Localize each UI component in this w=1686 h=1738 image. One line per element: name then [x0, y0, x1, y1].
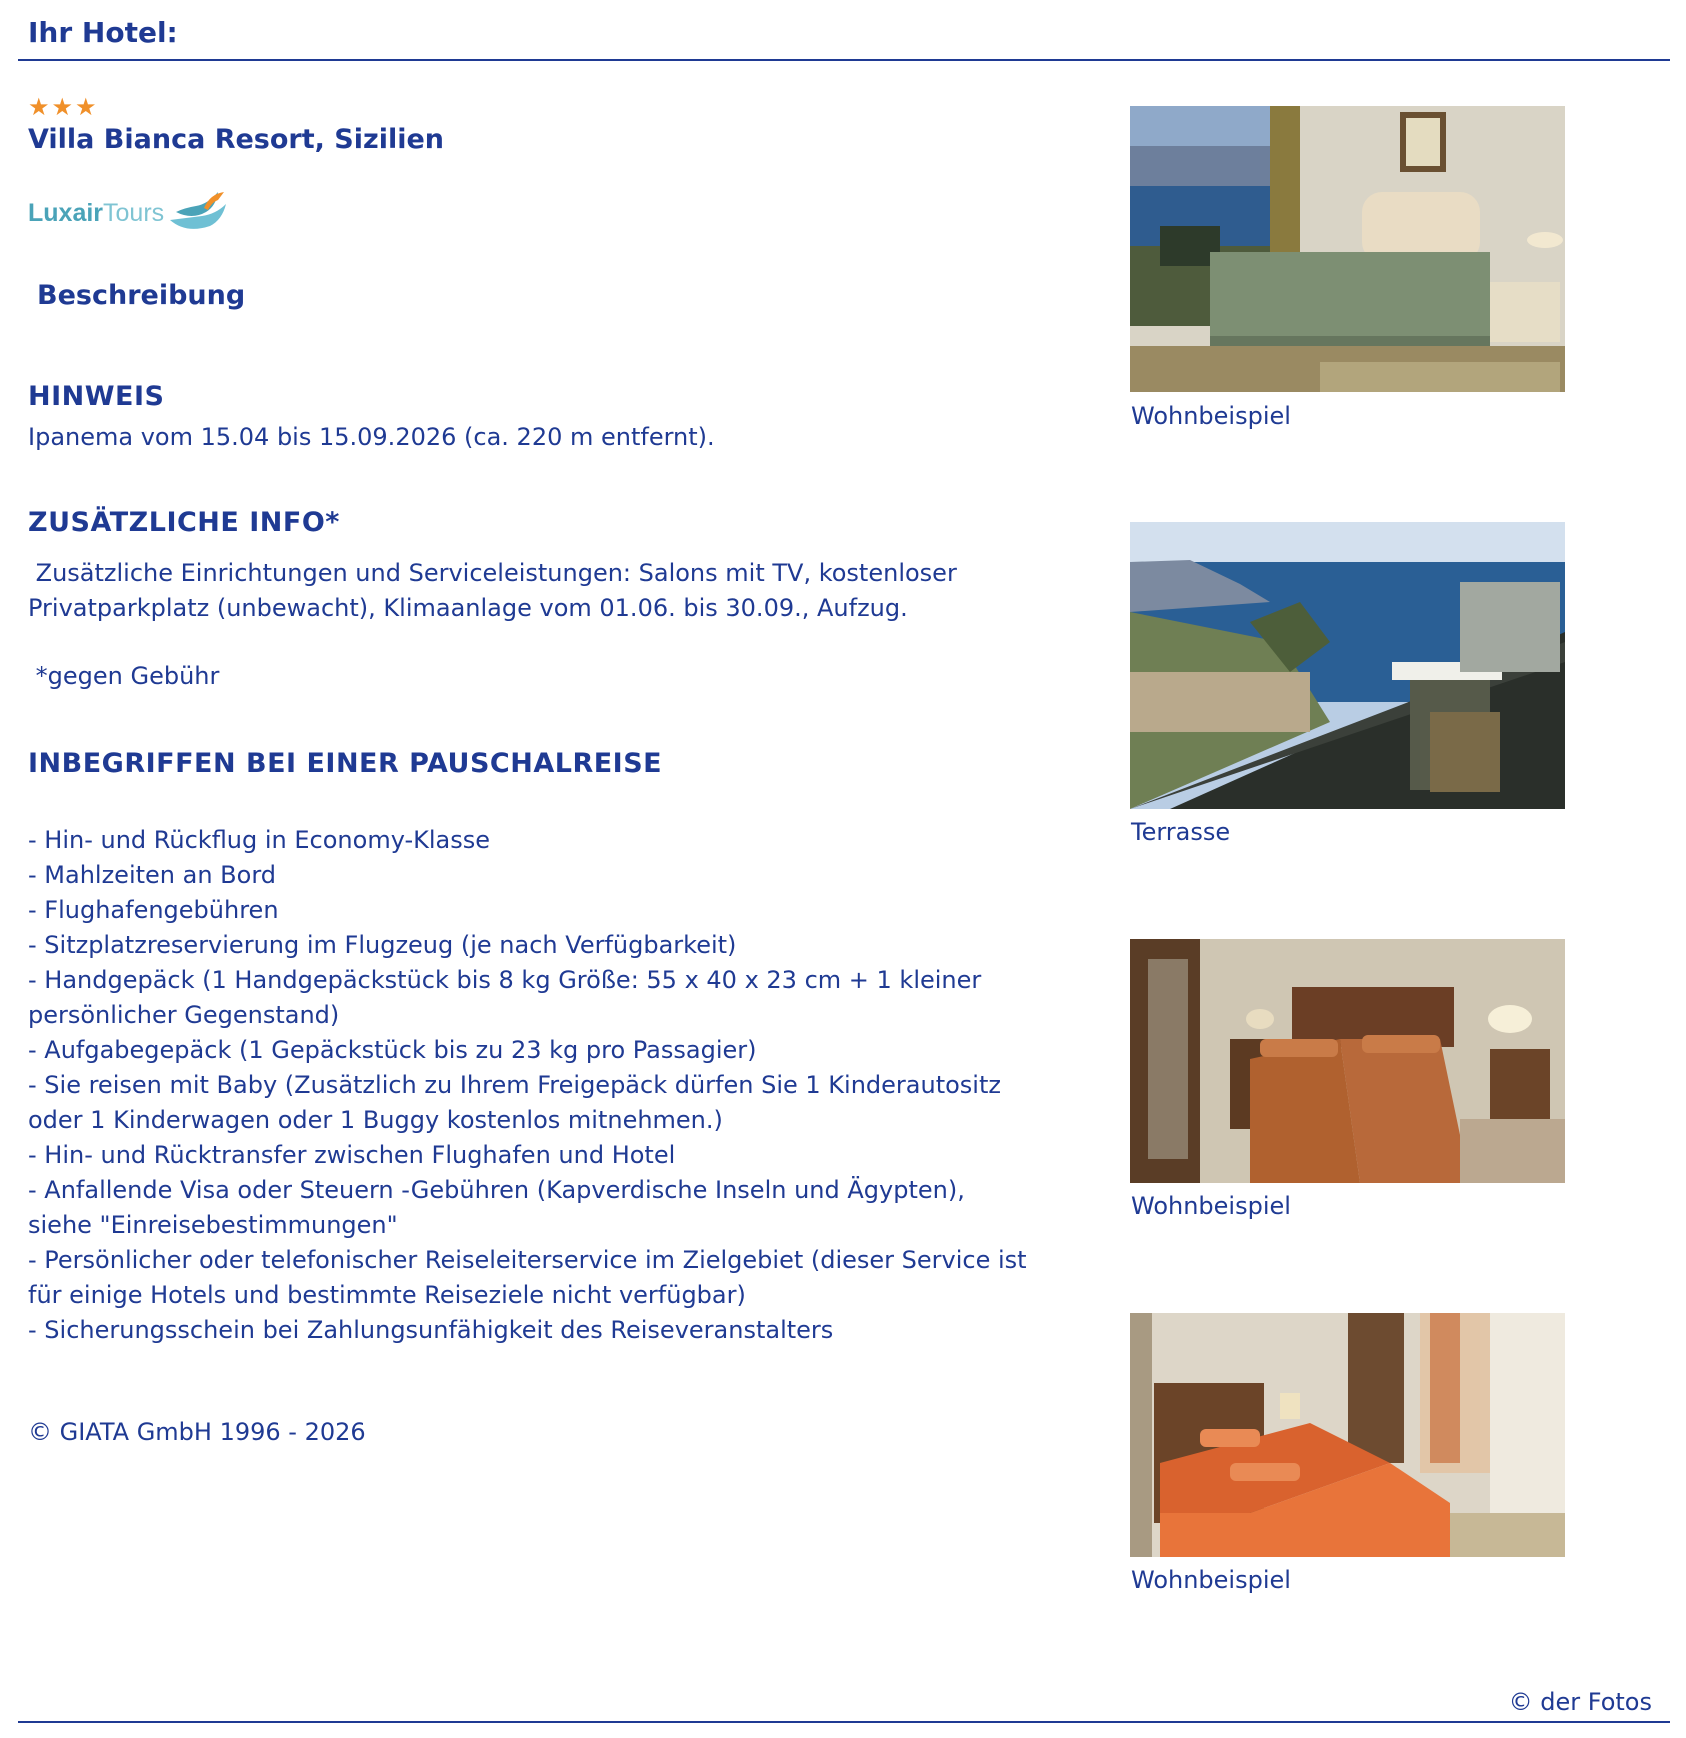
list-item: - Sicherungsschein bei Zahlungsunfähigkeit des Reiseveranstalters [28, 1316, 834, 1344]
header-divider [18, 59, 1670, 61]
page-title: Ihr Hotel: [28, 16, 178, 49]
bird-icon [166, 186, 230, 240]
list-item: - Persönlicher oder telefonischer Reiseleiterservice im Zielgebiet (dieser Service ist [28, 1246, 1027, 1274]
list-item: - Mahlzeiten an Bord [28, 861, 277, 889]
hotel-name: Villa Bianca Resort, Sizilien [28, 124, 445, 155]
hinweis-heading: HINWEIS [28, 381, 165, 412]
star-rating: ★★★ [28, 93, 99, 121]
photo-caption: Wohnbeispiel [1131, 1192, 1291, 1220]
photo-bedroom-2[interactable] [1130, 939, 1565, 1183]
photo-credit: © der Fotos [1508, 1688, 1652, 1716]
list-item: - Handgepäck (1 Handgepäckstück bis 8 kg Größe: 55 x 40 x 23 cm + 1 kleiner [28, 966, 982, 994]
photo-caption: Wohnbeispiel [1131, 1566, 1291, 1594]
list-item: persönlicher Gegenstand) [28, 1001, 340, 1029]
hinweis-text: Ipanema vom 15.04 bis 15.09.2026 (ca. 220 m entfernt). [28, 423, 715, 451]
copyright: © GIATA GmbH 1996 - 2026 [28, 1418, 366, 1446]
luxairtours-logo [28, 184, 1048, 242]
photo-bedroom-1[interactable] [1130, 106, 1565, 392]
fee-note: *gegen Gebühr [28, 662, 220, 690]
list-item: - Aufgabegepäck (1 Gepäckstück bis zu 23 kg pro Passagier) [28, 1036, 757, 1064]
list-item: - Sie reisen mit Baby (Zusätzlich zu Ihrem Freigepäck dürfen Sie 1 Kinderautositz [28, 1071, 1001, 1099]
info-text: Zusätzliche Einrichtungen und Serviceleistungen: Salons mit TV, kostenloser Privatparkplatz (unbewacht), Klimaanlage vom 01.06. bis 30.09., Aufzug. [28, 559, 957, 622]
footer-divider [18, 1721, 1670, 1723]
list-item: - Hin- und Rücktransfer zwischen Flughafen und Hotel [28, 1141, 676, 1169]
logo-text: LuxairTours [28, 198, 165, 227]
description-link[interactable]: Beschreibung [37, 280, 246, 311]
list-item: - Hin- und Rückflug in Economy-Klasse [28, 826, 491, 854]
photo-bedroom-3[interactable] [1130, 1313, 1565, 1557]
list-item: für einige Hotels und bestimmte Reiseziele nicht verfügbar) [28, 1281, 746, 1309]
list-item: oder 1 Kinderwagen oder 1 Buggy kostenlos mitnehmen.) [28, 1106, 723, 1134]
list-item: - Anfallende Visa oder Steuern -Gebühren (Kapverdische Inseln und Ägypten), [28, 1176, 965, 1204]
photo-caption: Wohnbeispiel [1131, 402, 1291, 430]
hotel-details [28, 92, 1048, 1446]
info-heading: ZUSÄTZLICHE INFO* [28, 507, 340, 538]
photo-caption: Terrasse [1131, 818, 1231, 846]
list-item: - Flughafengebühren [28, 896, 279, 924]
inclusions-list [28, 823, 1048, 1348]
photo-terrace[interactable] [1130, 522, 1565, 809]
list-item: siehe "Einreisebestimmungen" [28, 1211, 398, 1239]
list-item: - Sitzplatzreservierung im Flugzeug (je nach Verfügbarkeit) [28, 931, 737, 959]
inclusions-heading: INBEGRIFFEN BEI EINER PAUSCHALREISE [28, 748, 663, 779]
